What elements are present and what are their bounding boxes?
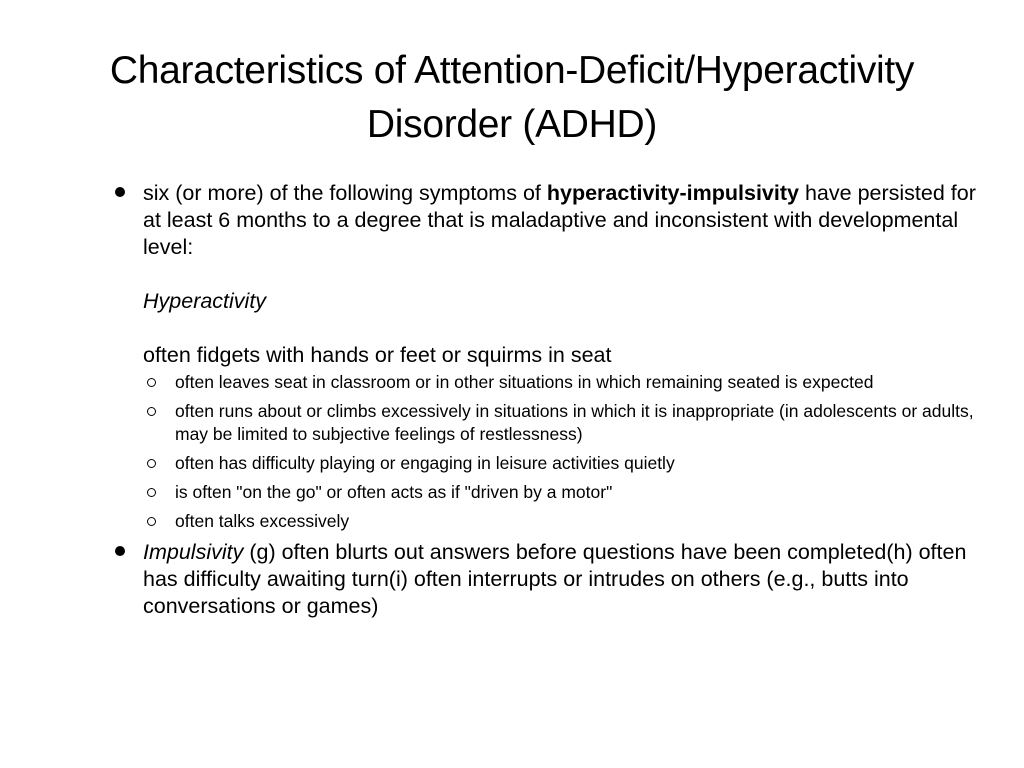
- hollow-bullet-icon: [147, 407, 156, 416]
- criteria-intro-prefix: six (or more) of the following symptoms of: [143, 181, 547, 205]
- filled-bullet-icon: [115, 187, 125, 197]
- symptom-text: often leaves seat in classroom or in other situations in which remaining seated is expected: [175, 372, 874, 392]
- impulsivity-text: [143, 539, 992, 620]
- slide-title-line-1: Characteristics of Attention-Deficit/Hyperactivity: [109, 49, 915, 92]
- symptom-list: [143, 371, 992, 533]
- symptom-text: often talks excessively: [175, 511, 350, 531]
- slide-title-line-2: Disorder (ADHD): [366, 103, 658, 146]
- list-item: [143, 510, 992, 533]
- spacer: [143, 315, 992, 342]
- criteria-intro: [143, 180, 992, 261]
- impulsivity-description: (g) often blurts out answers before questions have been completed(h) often has difficulty awaiting turn(i) often interrupts or intrudes on others (e.g., butts into conversations or games): [143, 540, 967, 618]
- bullet-hyperactivity-impulsivity: [112, 180, 992, 533]
- symptom-text: often runs about or climbs excessively in situations in which it is inappropriate (in adolescents or adults, may be limited to subjective feelings of restlessness): [175, 401, 974, 444]
- slide-title: [40, 44, 984, 152]
- list-item: [143, 481, 992, 504]
- list-item: [143, 452, 992, 475]
- symptom-text: is often "on the go" or often acts as if "driven by a motor": [175, 482, 613, 502]
- first-symptom: often fidgets with hands or feet or squirms in seat: [143, 343, 612, 367]
- hollow-bullet-icon: [147, 378, 156, 387]
- criteria-intro-suffix: have persisted for at least 6 months to a degree that is maladaptive and inconsistent with developmental level:: [143, 181, 976, 259]
- hollow-bullet-icon: [147, 459, 156, 468]
- criteria-intro-bold: hyperactivity-impulsivity: [546, 181, 799, 205]
- impulsivity-label: Impulsivity: [143, 540, 244, 564]
- filled-bullet-icon: [115, 546, 125, 556]
- spacer: [143, 261, 992, 288]
- list-item: [143, 400, 992, 446]
- symptom-text: often has difficulty playing or engaging in leisure activities quietly: [175, 453, 675, 473]
- bullet-impulsivity: [112, 539, 992, 620]
- slide-body: [112, 180, 992, 620]
- hollow-bullet-icon: [147, 488, 156, 497]
- hyperactivity-subheading: Hyperactivity: [143, 289, 267, 313]
- hollow-bullet-icon: [147, 517, 156, 526]
- list-item: [143, 371, 992, 394]
